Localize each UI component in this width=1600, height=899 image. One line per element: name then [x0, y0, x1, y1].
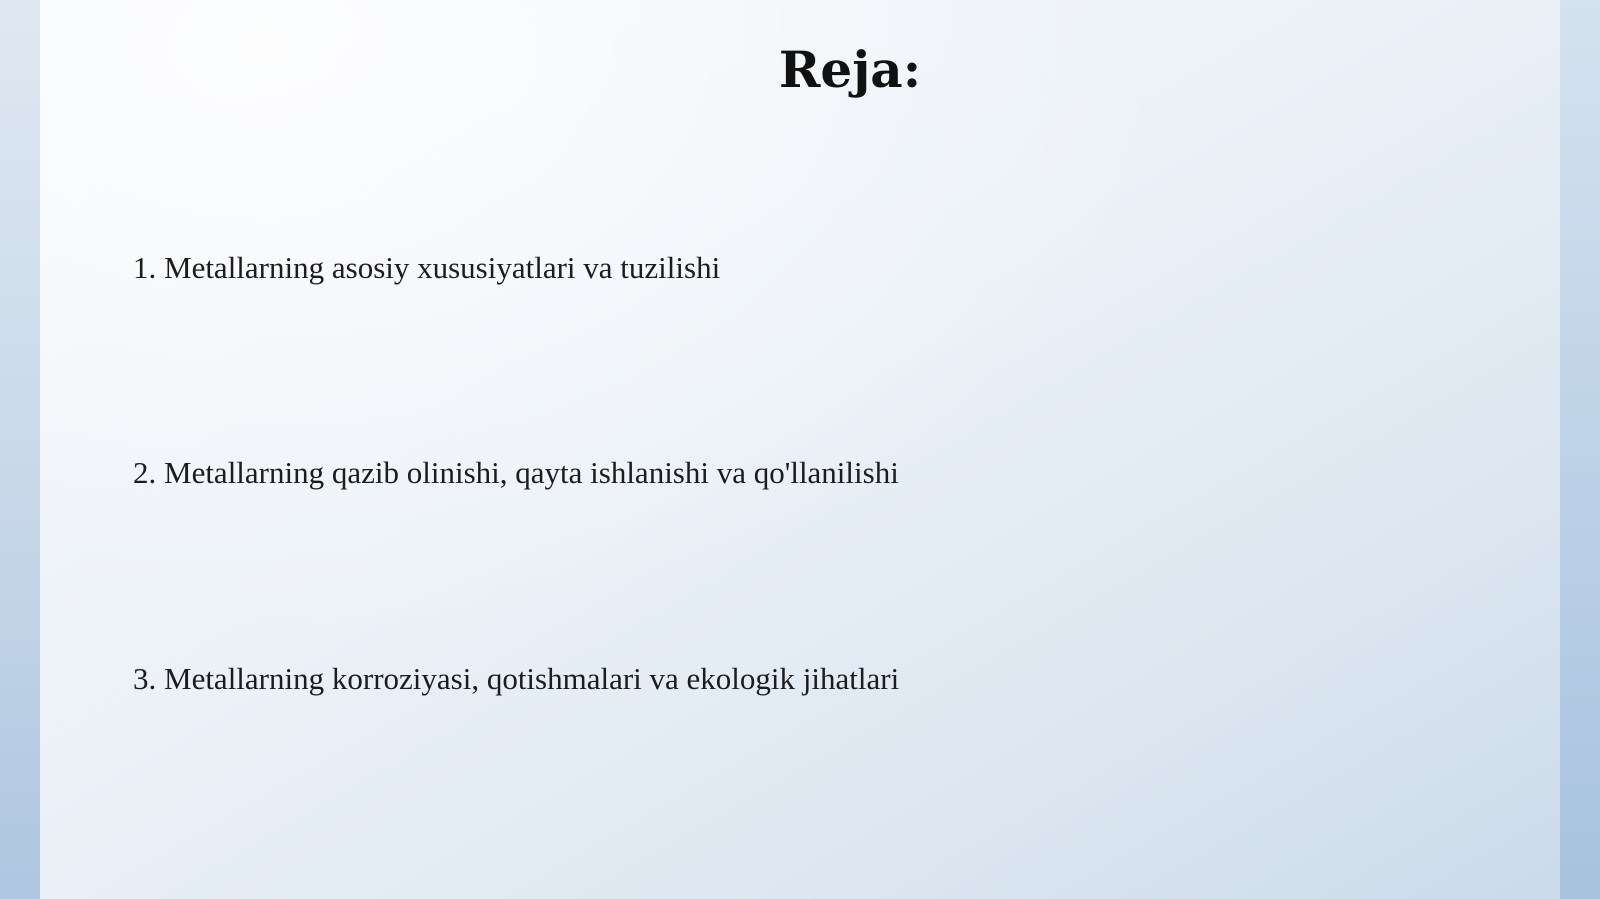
plan-item-3: 3. Metallarning korroziyasi, qotishmalari va ekologik jihatlari	[133, 661, 900, 696]
plan-item-2: 2. Metallarning qazib olinishi, qayta ishlanishi va qo'llanilishi	[133, 455, 899, 490]
right-margin	[1560, 0, 1600, 899]
slide-canvas	[40, 0, 1560, 899]
left-margin	[0, 0, 40, 899]
plan-item-1: 1. Metallarning asosiy xususiyatlari va tuzilishi	[133, 250, 721, 285]
slide-title: Reja:	[778, 40, 922, 99]
